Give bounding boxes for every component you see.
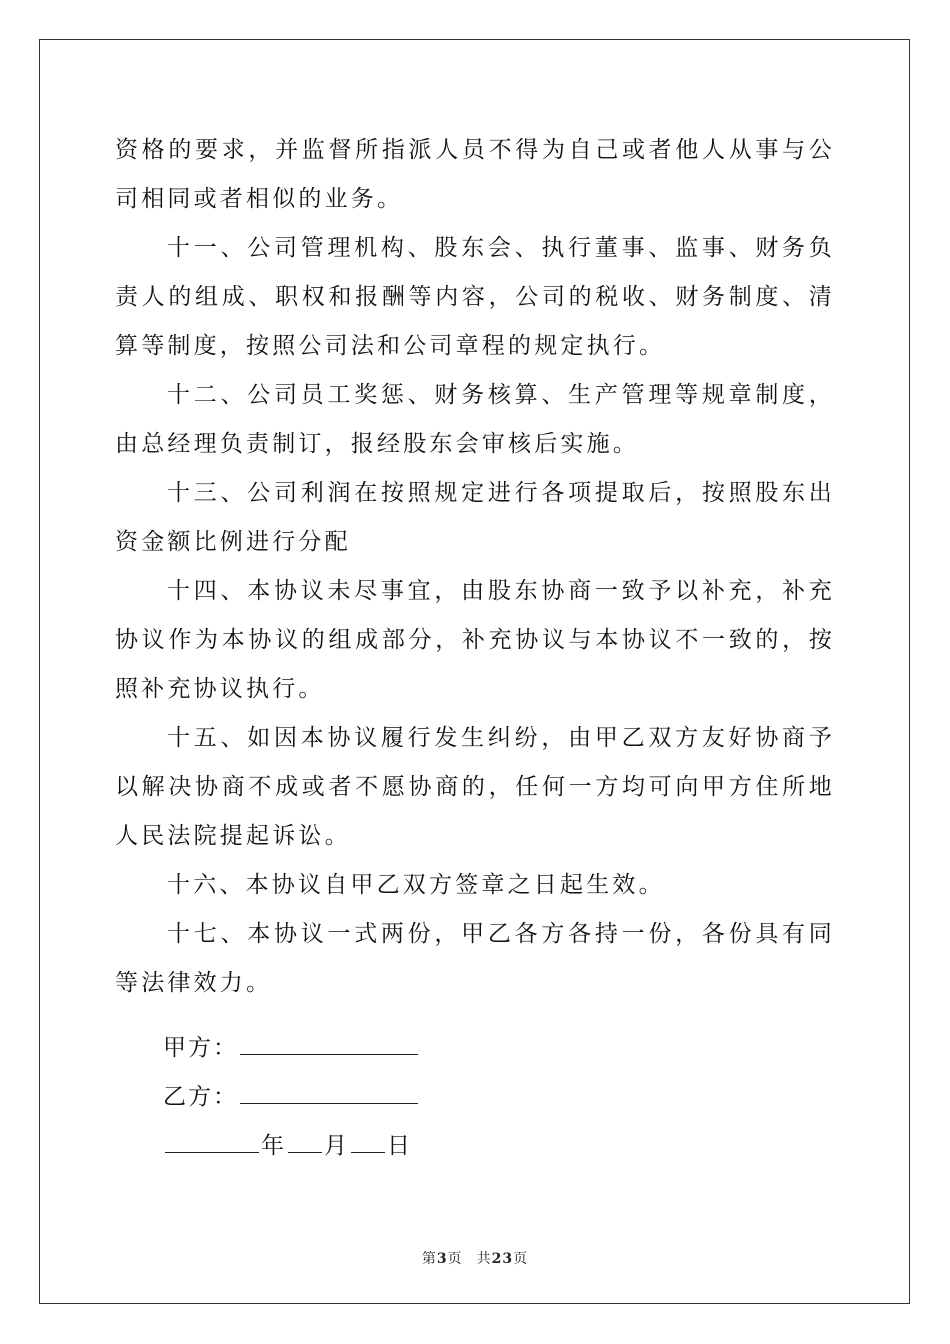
paragraph-clause-13: 十三、公司利润在按照规定进行各项提取后，按照股东出资金额比例进行分配 — [115, 480, 835, 555]
page-suffix: 页 — [447, 1251, 463, 1267]
day-blank — [351, 1130, 385, 1153]
paragraph-clause-11: 十一、公司管理机构、股东会、执行董事、监事、财务负责人的组成、职权和报酬等内容，公司的税收、财务制度、清算等制度，按照公司法和公司章程的规定执行。 — [115, 235, 835, 359]
page-number: 3 — [436, 1251, 448, 1267]
document-body — [115, 126, 835, 1008]
total-prefix: 共 — [476, 1251, 492, 1267]
page-footer — [0, 1248, 950, 1268]
year-label: 年 — [261, 1133, 286, 1159]
month-blank — [288, 1130, 322, 1153]
total-pages: 23 — [491, 1251, 514, 1267]
party-a-label: 甲方： — [163, 1035, 238, 1061]
year-blank — [165, 1130, 259, 1153]
paragraph-continuation: 资格的要求，并监督所指派人员不得为自己或者他人从事与公司相同或者相似的业务。 — [115, 137, 835, 212]
party-b-line — [163, 1073, 420, 1122]
page-prefix: 第 — [421, 1251, 437, 1267]
paragraph-clause-17: 十七、本协议一式两份，甲乙各方各持一份，各份具有同等法律效力。 — [115, 921, 835, 996]
party-a-line — [163, 1024, 420, 1073]
signature-block — [163, 1024, 420, 1171]
party-a-blank — [240, 1032, 418, 1055]
month-label: 月 — [324, 1133, 349, 1159]
paragraph-clause-15: 十五、如因本协议履行发生纠纷，由甲乙双方友好协商予以解决协商不成或者不愿协商的，任何一方均可向甲方住所地人民法院提起诉讼。 — [115, 725, 835, 849]
day-label: 日 — [387, 1133, 412, 1159]
paragraph-clause-14: 十四、本协议未尽事宜，由股东协商一致予以补充，补充协议作为本协议的组成部分，补充协议与本协议不一致的，按照补充协议执行。 — [115, 578, 835, 702]
total-suffix: 页 — [513, 1251, 529, 1267]
paragraph-clause-16: 十六、本协议自甲乙双方签章之日起生效。 — [167, 872, 665, 898]
date-line — [163, 1122, 420, 1171]
party-b-blank — [240, 1081, 418, 1104]
party-b-label: 乙方： — [163, 1084, 238, 1110]
paragraph-clause-12: 十二、公司员工奖惩、财务核算、生产管理等规章制度，由总经理负责制订，报经股东会审核后实施。 — [115, 382, 835, 457]
